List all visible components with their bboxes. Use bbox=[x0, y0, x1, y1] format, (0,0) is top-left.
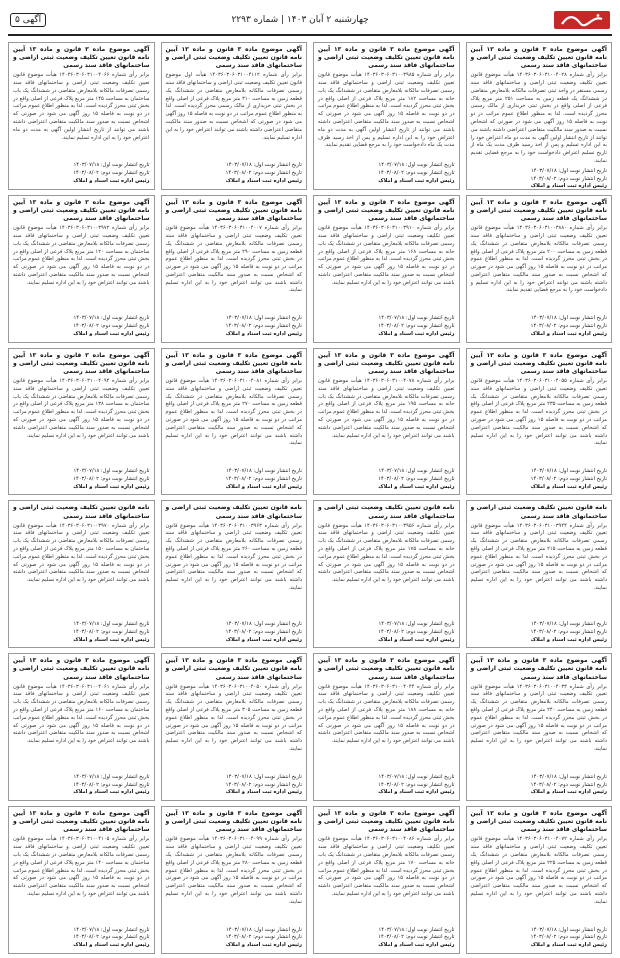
notice-title: آگهی موضوع ماده ۳ قانون و ماده ۱۳ آیین نامه قانون تعیین تکلیف وضعیت ثبتی اراضی و ساختمانهای فاقد سند رسمی bbox=[470, 198, 607, 223]
page-label: آگهی bbox=[22, 15, 42, 25]
notice-body: برابر رأی شماره ۱۴۰۳۶۰۳۰۶۰۳۱۰۰۴۰۸۶ هیأت موضوع قانون تعیین تکلیف وضعیت ثبتی اراضی و ساختمانهای فاقد سند رسمی تصرفات مالکانه بلامعارض متقاضی در ششدانگ یک باب خانه به مساحت ۱۷۰ متر مربع پلاک فرعی از اصلی واقع در بخش ثبتی محرز گردیده است. لذا به منظور اطلاع عموم مراتب در دو نوبت به فاصله ۱۵ روز آگهی می شود در صورتی که اشخاص نسبت به صدور سند مالکیت متقاضی اعتراضی داشته باشند می توانند اعتراض خود را به این اداره تسلیم نمایند. bbox=[318, 836, 455, 898]
notice-body: برابر رأی شماره ۱۴۰۳۶۰۳۰۶۰۳۱۰۰۴۰۹۴ هیأت موضوع قانون تعیین تکلیف وضعیت ثبتی اراضی و ساختمانهای فاقد سند رسمی تصرفات مالکانه بلامعارض متقاضی در ششدانگ یک باب ساختمان به مساحت ۱۳۸ متر مربع پلاک فرعی از اصلی واقع در بخش ثبتی محرز گردیده است. لذا به منظور اطلاع عموم مراتب در دو نوبت به فاصله ۱۵ روز آگهی می شود در صورتی که اشخاص نسبت به صدور سند مالکیت متقاضی اعتراضی داشته باشند می توانند اعتراض خود را به این اداره تسلیم نمایند. bbox=[13, 377, 150, 439]
notice-block bbox=[313, 195, 460, 343]
notice-body: برابر رأی شماره ۱۴۰۳۶۰۳۰۶۰۳۱۰۰۴۰۴۴ هیأت موضوع قانون تعیین تکلیف وضعیت ثبتی اراضی و ساختمانهای فاقد سند رسمی تصرفات مالکانه بلامعارض متقاضی در ششدانگ یک باب خانه به مساحت ۱۸۸ متر مربع پلاک فرعی از اصلی واقع در بخش ثبتی محرز گردیده است. لذا به منظور اطلاع عموم مراتب در دو نوبت به فاصله ۱۵ روز آگهی می شود در صورتی که اشخاص نسبت به صدور سند مالکیت متقاضی اعتراضی داشته باشند می توانند اعتراض خود را به این اداره تسلیم نمایند. bbox=[318, 683, 455, 745]
notice-signer: رئیس اداره ثبت اسناد و املاک bbox=[530, 789, 607, 796]
notice-signer: رئیس اداره ثبت اسناد و املاک bbox=[378, 178, 455, 185]
notice-title: آگهی موضوع ماده ۳ قانون و ماده ۱۳ آیین نامه قانون تعیین تکلیف وضعیت ثبتی اراضی و ساختمانهای فاقد سند رسمی bbox=[318, 657, 455, 681]
publication-date: تاریخ انتشار نوبت دوم: ۱۴۰۳/۰۸/۰۲ bbox=[225, 170, 302, 177]
notice-block bbox=[161, 195, 308, 343]
notice-block bbox=[466, 348, 613, 496]
notice-body: برابر رأی شماره ۱۴۰۳۶۰۳۰۶۰۳۱۰۰۳۹۷۲ هیأت موضوع قانون تعیین تکلیف وضعیت ثبتی اراضی و ساختمانهای فاقد سند رسمی تصرفات مالکانه بلامعارض متقاضی در ششدانگ یک باب ساختمان به مساحت ۱۲۰ متر مربع پلاک فرعی از اصلی واقع در بخش ثبتی محرز گردیده است. لذا به منظور اطلاع عموم مراتب در دو نوبت به فاصله ۱۵ روز آگهی می شود در صورتی که اشخاص نسبت به صدور سند مالکیت متقاضی اعتراضی داشته باشند می توانند اعتراض خود را به این اداره تسلیم نمایند. bbox=[13, 225, 150, 286]
publication-date: تاریخ انتشار نوبت دوم: ۱۴۰۳/۰۸/۰۲ bbox=[530, 175, 607, 182]
notice-dates bbox=[471, 168, 608, 184]
publication-date: تاریخ انتشار نوبت اول: ۱۴۰۳/۰۷/۱۸ bbox=[225, 620, 302, 627]
notice-block bbox=[466, 42, 613, 190]
notice-dates bbox=[166, 774, 303, 790]
notice-body: برابر رأی شماره ۱۴۰۳۶۰۳۰۶۰۳۱۰۰۴۱۱۲ هیأت اول موضوع قانون تعیین تکلیف وضعیت ثبتی اراضی و ساختمانهای فاقد سند رسمی تصرفات مالکانه بلامعارض متقاضی در ششدانگ یک قطعه زمین به مساحت ۳۱۰ متر مربع پلاک فرعی از اصلی واقع در بخش ثبتی خریداری از مالک رسمی محرز گردیده است. لذا به منظور اطلاع عموم مراتب در دو نوبت به فاصله ۱۵ روز آگهی می شود در صورتی که اشخاص نسبت به صدور سند مالکیت متقاضی اعتراضی داشته باشند می توانند اعتراض خود را به این اداره تسلیم نمایند. bbox=[165, 72, 302, 141]
publication-date: تاریخ انتشار نوبت دوم: ۱۴۰۳/۰۸/۰۲ bbox=[378, 475, 455, 482]
notice-body: برابر رأی شماره ۱۴۰۳۶۰۳۰۶۰۳۱۰۰۳۹۴۴ هیأت موضوع قانون تعیین تکلیف وضعیت ثبتی اراضی و ساختمانهای فاقد سند رسمی تصرفات مالکانه بلامعارض متقاضی در ششدانگ یک قطعه زمین به مساحت ۲۱۵ متر مربع پلاک فرعی از اصلی واقع در بخش ثبتی محرز گردیده است. لذا به منظور اطلاع عموم مراتب در دو نوبت به فاصله ۱۵ روز آگهی می شود در صورتی که اشخاص نسبت به صدور سند مالکیت متقاضی اعتراضی داشته باشند می توانند اعتراض خود را به این اداره تسلیم نمایند. bbox=[470, 522, 607, 592]
notice-block bbox=[313, 348, 460, 496]
notice-body: برابر رأی شماره ۱۴۰۳۶۰۳۰۶۰۳۱۰۰۴۰۷۸ هیأت موضوع قانون تعیین تکلیف وضعیت ثبتی اراضی و ساختمانهای فاقد سند رسمی تصرفات مالکانه بلامعارض متقاضی در ششدانگ یک باب خانه به مساحت ۱۹۵ متر مربع پلاک فرعی از اصلی واقع در بخش ثبتی محرز گردیده است. لذا به منظور اطلاع عموم مراتب در دو نوبت به فاصله ۱۵ روز آگهی می شود در صورتی که اشخاص نسبت به صدور سند مالکیت متقاضی اعتراضی داشته باشند می توانند اعتراض خود را به این اداره تسلیم نمایند. bbox=[318, 377, 455, 439]
notice-signer: رئیس اداره ثبت اسناد و املاک bbox=[530, 636, 607, 643]
notice-signer: رئیس اداره ثبت اسناد و املاک bbox=[73, 942, 150, 949]
publication-date: تاریخ انتشار نوبت دوم: ۱۴۰۳/۰۸/۰۲ bbox=[73, 475, 150, 482]
publication-date: تاریخ انتشار نوبت اول: ۱۴۰۳/۰۷/۱۸ bbox=[530, 468, 607, 475]
publication-date: تاریخ انتشار نوبت اول: ۱۴۰۳/۰۷/۱۸ bbox=[378, 773, 455, 780]
notice-body: برابر رأی شماره ۱۴۰۳۶۰۳۰۶۰۳۱۰۰۴۰۸۱ هیأت موضوع قانون تعیین تکلیف وضعیت ثبتی اراضی و ساختمانهای فاقد سند رسمی تصرفات مالکانه بلامعارض متقاضی در ششدانگ یک قطعه زمین به مساحت ۲۷۰ متر مربع پلاک فرعی از اصلی واقع در بخش ثبتی محرز گردیده است. لذا به منظور اطلاع عموم مراتب در دو نوبت به فاصله ۱۵ روز آگهی می شود در صورتی که اشخاص نسبت به صدور سند مالکیت متقاضی اعتراضی داشته باشند می توانند اعتراض خود را به این اداره تسلیم نمایند. bbox=[165, 377, 302, 447]
publication-date: تاریخ انتشار نوبت دوم: ۱۴۰۳/۰۸/۰۲ bbox=[225, 934, 302, 941]
notice-block bbox=[161, 42, 308, 190]
notice-dates bbox=[471, 315, 608, 331]
notice-body: برابر رأی شماره ۱۴۰۳۶۰۳۰۶۰۳۱۰۰۴۰۵۰ هیأت موضوع قانون تعیین تکلیف وضعیت ثبتی اراضی و ساختمانهای فاقد سند رسمی تصرفات مالکانه بلامعارض متقاضی در ششدانگ یک قطعه زمین به مساحت ۳۰۵ متر مربع پلاک فرعی از اصلی واقع در بخش ثبتی محرز گردیده است. لذا به منظور اطلاع عموم مراتب در دو نوبت به فاصله ۱۵ روز آگهی می شود در صورتی که اشخاص نسبت به صدور سند مالکیت متقاضی اعتراضی داشته باشند می توانند اعتراض خود را به این اداره تسلیم نمایند. bbox=[165, 683, 302, 752]
notice-signer: رئیس اداره ثبت اسناد و املاک bbox=[530, 183, 607, 190]
notice-title: آگهی موضوع ماده ۳ قانون و ماده ۱۳ آیین نامه قانون تعیین تکلیف وضعیت ثبتی اراضی و ساختمانهای فاقد سند رسمی bbox=[13, 810, 150, 834]
notice-signer: رئیس اداره ثبت اسناد و املاک bbox=[73, 178, 150, 185]
notice-title: آگهی موضوع ماده ۳ قانون و ماده ۱۳ آیین نامه قانون تعیین تکلیف وضعیت ثبتی اراضی و ساختمانهای فاقد سند رسمی bbox=[165, 657, 302, 681]
publication-date: تاریخ انتشار نوبت دوم: ۱۴۰۳/۰۸/۰۲ bbox=[530, 475, 607, 482]
notice-signer: رئیس اداره ثبت اسناد و املاک bbox=[378, 942, 455, 949]
notice-body: برابر رأی شماره ۱۴۰۳۶۰۳۰۶۰۳۱۰۰۳۹۶۳ هیأت موضوع قانون تعیین تکلیف وضعیت ثبتی اراضی و ساختمانهای فاقد سند رسمی تصرفات مالکانه بلامعارض متقاضی در ششدانگ یک قطعه زمین به مساحت ۲۶۰ متر مربع پلاک فرعی از اصلی واقع در بخش ثبتی محرز گردیده است. لذا به منظور اطلاع عموم مراتب در دو نوبت به فاصله ۱۵ روز آگهی می شود در صورتی که اشخاص نسبت به صدور سند مالکیت متقاضی اعتراضی داشته باشند می توانند اعتراض خود را به این اداره تسلیم نمایند. bbox=[165, 522, 302, 592]
notice-title: آگهی موضوع ماده ۳ قانون و ماده ۱۳ آیین نامه قانون تعیین تکلیف وضعیت ثبتی اراضی و ساختمانهای فاقد سند رسمی bbox=[165, 46, 302, 70]
notice-block bbox=[8, 348, 155, 496]
notice-dates bbox=[318, 468, 455, 484]
publication-date: تاریخ انتشار نوبت دوم: ۱۴۰۳/۰۸/۰۲ bbox=[530, 323, 607, 330]
notice-signer: رئیس اداره ثبت اسناد و املاک bbox=[73, 636, 150, 643]
notice-dates bbox=[318, 162, 455, 178]
notice-title: آگهی موضوع ماده ۳ قانون و ماده ۱۳ آیین نامه قانون تعیین تکلیف وضعیت ثبتی اراضی و ساختمانهای فاقد سند رسمی bbox=[318, 351, 455, 375]
notice-body: برابر رأی شماره ۱۴۰۳۶۰۳۰۶۰۳۱۰۰۳۹۵۶ هیأت موضوع قانون تعیین تکلیف وضعیت ثبتی اراضی و ساختمانهای فاقد سند رسمی تصرفات مالکانه بلامعارض متقاضی در ششدانگ یک باب خانه به مساحت ۱۷۵ متر مربع پلاک فرعی از اصلی واقع در بخش ثبتی محرز گردیده است. لذا به منظور اطلاع عموم مراتب در دو نوبت به فاصله ۱۵ روز آگهی می شود در صورتی که اشخاص نسبت به صدور سند مالکیت متقاضی اعتراضی داشته باشند می توانند اعتراض خود را به این اداره تسلیم نمایند. bbox=[318, 522, 455, 584]
publication-date: تاریخ انتشار نوبت اول: ۱۴۰۳/۰۷/۱۸ bbox=[378, 162, 455, 169]
publication-date: تاریخ انتشار نوبت دوم: ۱۴۰۳/۰۸/۰۲ bbox=[225, 323, 302, 330]
publication-date: تاریخ انتشار نوبت اول: ۱۴۰۳/۰۷/۱۸ bbox=[530, 315, 607, 322]
notice-block bbox=[8, 806, 155, 954]
publication-date: تاریخ انتشار نوبت اول: ۱۴۰۳/۰۷/۱۸ bbox=[378, 620, 455, 627]
notice-signer: رئیس اداره ثبت اسناد و املاک bbox=[73, 789, 150, 796]
notice-body: برابر رأی شماره ۱۴۰۳۶۰۳۰۶۰۳۱۰۰۴۰۵۵ هیأت موضوع قانون تعیین تکلیف وضعیت ثبتی اراضی و ساختمانهای فاقد سند رسمی تصرفات مالکانه بلامعارض متقاضی در ششدانگ یک قطعه زمین به مساحت ۲۳۵ متر مربع پلاک فرعی از اصلی واقع در بخش ثبتی محرز گردیده است. لذا به منظور اطلاع عموم مراتب در دو نوبت به فاصله ۱۵ روز آگهی می شود در صورتی که اشخاص نسبت به صدور سند مالکیت متقاضی اعتراضی داشته باشند می توانند اعتراض خود را به این اداره تسلیم نمایند. bbox=[470, 377, 607, 447]
publication-date: تاریخ انتشار نوبت اول: ۱۴۰۳/۰۷/۱۸ bbox=[530, 926, 607, 933]
notice-block bbox=[466, 500, 613, 648]
notice-body: برابر رأی شماره ۱۴۰۳۶۰۳۰۶۰۳۱۰۰۳۹۱۰ هیأت موضوع قانون تعیین تکلیف وضعیت ثبتی اراضی و ساختمانهای فاقد سند رسمی تصرفات مالکانه بلامعارض متقاضی در ششدانگ یک باب خانه به مساحت ۱۶۸ متر مربع پلاک فرعی از اصلی واقع در بخش ثبتی محرز گردیده است. لذا به منظور اطلاع عموم مراتب در دو نوبت به فاصله ۱۵ روز آگهی می شود در صورتی که اشخاص نسبت به صدور سند مالکیت متقاضی اعتراضی داشته باشند می توانند اعتراض خود را به این اداره تسلیم نمایند. bbox=[318, 225, 455, 286]
notice-body: برابر رأی شماره ۱۴۰۳۶۰۳۰۶۰۳۱۰۰۳۹۸۵ هیأت موضوع قانون تعیین تکلیف وضعیت ثبتی اراضی و ساختمانهای فاقد سند رسمی تصرفات مالکانه بلامعارض متقاضی در ششدانگ یک باب خانه به مساحت ۱۸۲ متر مربع پلاک فرعی از اصلی واقع در بخش ثبتی محرز گردیده است. لذا به منظور اطلاع عموم مراتب در دو نوبت به فاصله ۱۵ روز آگهی می شود در صورتی که اشخاص نسبت به صدور سند مالکیت متقاضی اعتراضی داشته باشند می توانند از تاریخ انتشار اولین آگهی به مدت دو ماه اعتراض خود را به این اداره تسلیم و پس از اخذ رسید ظرف مدت یک ماه دادخواست خود را به مرجع قضایی تقدیم نمایند. bbox=[318, 72, 455, 149]
notice-signer: رئیس اداره ثبت اسناد و املاک bbox=[225, 636, 302, 643]
notice-title: آگهی موضوع ماده ۳ قانون و ماده ۱۳ آیین نامه قانون تعیین تکلیف وضعیت ثبتی اراضی و ساختمانهای فاقد سند رسمی bbox=[470, 810, 607, 834]
notice-block bbox=[161, 653, 308, 801]
publication-date: تاریخ انتشار نوبت اول: ۱۴۰۳/۰۷/۱۸ bbox=[73, 162, 150, 169]
notice-dates bbox=[166, 927, 303, 943]
page-header bbox=[8, 6, 612, 36]
notice-signer: رئیس اداره ثبت اسناد و املاک bbox=[73, 483, 150, 490]
publication-date: تاریخ انتشار نوبت اول: ۱۴۰۳/۰۷/۱۸ bbox=[73, 773, 150, 780]
publication-date: تاریخ انتشار نوبت دوم: ۱۴۰۳/۰۸/۰۲ bbox=[225, 475, 302, 482]
notice-block bbox=[313, 500, 460, 648]
notice-title: آگهی موضوع ماده ۳ قانون و ماده ۱۳ آیین نامه قانون تعیین تکلیف وضعیت ثبتی اراضی و ساختمانهای فاقد سند رسمی bbox=[318, 46, 455, 70]
publication-date: تاریخ انتشار نوبت دوم: ۱۴۰۳/۰۸/۰۲ bbox=[378, 934, 455, 941]
publication-date: تاریخ انتشار نوبت دوم: ۱۴۰۳/۰۸/۰۲ bbox=[225, 781, 302, 788]
notice-title: نامه قانون تعیین تکلیف وضعیت ثبتی اراضی و ساختمانهای فاقد سند رسمی bbox=[318, 504, 455, 520]
notice-dates bbox=[318, 774, 455, 790]
notice-dates bbox=[166, 621, 303, 637]
notice-title: نامه قانون تعیین تکلیف وضعیت ثبتی اراضی و ساختمانهای فاقد سند رسمی bbox=[470, 504, 607, 520]
notice-signer: رئیس اداره ثبت اسناد و املاک bbox=[530, 483, 607, 490]
notice-title: آگهی موضوع ماده ۳ قانون و ماده ۱۳ آیین نامه قانون تعیین تکلیف وضعیت ثبتی اراضی و ساختمانهای فاقد سند رسمی bbox=[318, 198, 455, 223]
notice-dates bbox=[471, 621, 608, 637]
notice-block bbox=[313, 806, 460, 954]
notice-dates bbox=[471, 927, 608, 943]
notice-title: آگهی موضوع ماده ۳ قانون و ماده ۱۳ آیین نامه قانون تعیین تکلیف وضعیت ثبتی اراضی و ساختمانهای فاقد سند رسمی bbox=[13, 198, 150, 223]
issue-info: چهارشنبه ۲ آبان ۱۴۰۳ | شماره ۲۲۹۳ bbox=[231, 15, 369, 25]
publication-date: تاریخ انتشار نوبت اول: ۱۴۰۳/۰۷/۱۸ bbox=[73, 620, 150, 627]
notice-dates bbox=[13, 621, 150, 637]
publication-date: تاریخ انتشار نوبت اول: ۱۴۰۳/۰۷/۱۸ bbox=[378, 468, 455, 475]
notice-signer: رئیس اداره ثبت اسناد و املاک bbox=[225, 483, 302, 490]
publication-date: تاریخ انتشار نوبت دوم: ۱۴۰۳/۰۸/۰۲ bbox=[225, 628, 302, 635]
publication-date: تاریخ انتشار نوبت اول: ۱۴۰۳/۰۷/۱۸ bbox=[225, 773, 302, 780]
masthead bbox=[554, 9, 610, 31]
notice-signer: رئیس اداره ثبت اسناد و املاک bbox=[378, 789, 455, 796]
publication-date: تاریخ انتشار نوبت اول: ۱۴۰۳/۰۷/۱۸ bbox=[530, 620, 607, 627]
publication-date: تاریخ انتشار نوبت اول: ۱۴۰۳/۰۷/۱۸ bbox=[225, 315, 302, 322]
notice-dates bbox=[13, 774, 150, 790]
notice-dates bbox=[318, 315, 455, 331]
notice-body: برابر رأی شماره ۱۴۰۳۶۰۳۰۶۰۳۱۰۰۴۰۶۱ هیأت موضوع قانون تعیین تکلیف وضعیت ثبتی اراضی و ساختمانهای فاقد سند رسمی تصرفات مالکانه بلامعارض متقاضی در ششدانگ یک باب ساختمان به مساحت ۱۶۰ متر مربع پلاک فرعی از اصلی واقع در بخش ثبتی محرز گردیده است. لذا به منظور اطلاع عموم مراتب در دو نوبت به فاصله ۱۵ روز آگهی می شود در صورتی که اشخاص نسبت به صدور سند مالکیت متقاضی اعتراضی داشته باشند می توانند اعتراض خود را به این اداره تسلیم نمایند. bbox=[13, 683, 150, 745]
publication-date: تاریخ انتشار نوبت دوم: ۱۴۰۳/۰۸/۰۲ bbox=[73, 323, 150, 330]
notice-title: آگهی موضوع ماده ۳ قانون و ماده ۱۳ آیین نامه قانون تعیین تکلیف وضعیت ثبتی اراضی و ساختمانهای فاقد سند رسمی bbox=[165, 810, 302, 834]
notice-block bbox=[466, 806, 613, 954]
publication-date: تاریخ انتشار نوبت دوم: ۱۴۰۳/۰۸/۰۲ bbox=[73, 628, 150, 635]
publication-date: تاریخ انتشار نوبت اول: ۱۴۰۳/۰۷/۱۸ bbox=[73, 468, 150, 475]
notice-signer: رئیس اداره ثبت اسناد و املاک bbox=[225, 789, 302, 796]
logo-icon bbox=[554, 9, 610, 31]
notice-title: آگهی موضوع ماده ۳ قانون و ماده ۱۳ آیین نامه قانون تعیین تکلیف وضعیت ثبتی اراضی و ساختمانهای فاقد سند رسمی bbox=[165, 198, 302, 223]
notice-title: نامه قانون تعیین تکلیف وضعیت ثبتی اراضی و ساختمانهای فاقد سند رسمی bbox=[13, 504, 150, 520]
notice-block bbox=[8, 500, 155, 648]
publication-date: تاریخ انتشار نوبت دوم: ۱۴۰۳/۰۸/۰۲ bbox=[73, 934, 150, 941]
notice-signer: رئیس اداره ثبت اسناد و املاک bbox=[73, 330, 150, 337]
notice-signer: رئیس اداره ثبت اسناد و املاک bbox=[225, 178, 302, 185]
notice-title: نامه قانون تعیین تکلیف وضعیت ثبتی اراضی و ساختمانهای فاقد سند رسمی bbox=[165, 504, 302, 520]
notice-dates bbox=[318, 621, 455, 637]
publication-date: تاریخ انتشار نوبت اول: ۱۴۰۳/۰۷/۱۸ bbox=[225, 162, 302, 169]
notice-title: آگهی موضوع ماده ۳ قانون و ماده ۱۳ آیین نامه قانون تعیین تکلیف وضعیت ثبتی اراضی و ساختمانهای فاقد سند رسمی bbox=[470, 46, 607, 70]
notice-signer: رئیس اداره ثبت اسناد و املاک bbox=[378, 636, 455, 643]
publication-date: تاریخ انتشار نوبت دوم: ۱۴۰۳/۰۸/۰۲ bbox=[73, 781, 150, 788]
notice-title: آگهی موضوع ماده ۳ قانون و ماده ۱۳ آیین نامه قانون تعیین تکلیف وضعیت ثبتی اراضی و ساختمانهای فاقد سند رسمی bbox=[470, 657, 607, 681]
publication-date: تاریخ انتشار نوبت دوم: ۱۴۰۳/۰۸/۰۲ bbox=[73, 170, 150, 177]
notice-dates bbox=[318, 927, 455, 943]
notice-title: آگهی موضوع ماده ۳ قانون و ماده ۱۳ آیین نامه قانون تعیین تکلیف وضعیت ثبتی اراضی و ساختمانهای فاقد سند رسمی bbox=[13, 46, 150, 70]
notice-dates bbox=[471, 774, 608, 790]
newspaper-logo bbox=[554, 9, 610, 31]
notice-title: آگهی موضوع ماده ۳ قانون و ماده ۱۳ آیین نامه قانون تعیین تکلیف وضعیت ثبتی اراضی و ساختمانهای فاقد سند رسمی bbox=[318, 810, 455, 834]
notice-dates bbox=[13, 468, 150, 484]
notice-signer: رئیس اداره ثبت اسناد و املاک bbox=[530, 942, 607, 949]
notice-title: آگهی موضوع ماده ۳ قانون و ماده ۱۳ آیین نامه قانون تعیین تکلیف وضعیت ثبتی اراضی و ساختمانهای فاقد سند رسمی bbox=[165, 351, 302, 375]
notice-block bbox=[161, 500, 308, 648]
notice-signer: رئیس اداره ثبت اسناد و املاک bbox=[530, 330, 607, 337]
publication-date: تاریخ انتشار نوبت دوم: ۱۴۰۳/۰۸/۰۲ bbox=[530, 628, 607, 635]
notice-body: برابر رأی شماره ۱۴۰۳۶۰۳۰۶۰۳۱۰۰۴۰۷۲ هیأت موضوع قانون تعیین تکلیف وضعیت ثبتی اراضی و ساختمانهای فاقد سند رسمی تصرفات مالکانه بلامعارض متقاضی در ششدانگ یک قطعه زمین به مساحت ۲۲۵ متر مربع پلاک فرعی از اصلی واقع در بخش ثبتی محرز گردیده است. لذا به منظور اطلاع عموم مراتب در دو نوبت به فاصله ۱۵ روز آگهی می شود در صورتی که اشخاص نسبت به صدور سند مالکیت متقاضی اعتراضی داشته باشند می توانند اعتراض خود را به این اداره تسلیم نمایند. bbox=[470, 836, 607, 905]
notice-block bbox=[8, 653, 155, 801]
publication-date: تاریخ انتشار نوبت اول: ۱۴۰۳/۰۷/۱۸ bbox=[378, 315, 455, 322]
notice-dates bbox=[13, 315, 150, 331]
notice-block bbox=[466, 195, 613, 343]
notice-dates bbox=[13, 162, 150, 178]
page-number-value: ۵ bbox=[15, 15, 20, 25]
publication-date: تاریخ انتشار نوبت اول: ۱۴۰۳/۰۷/۱۸ bbox=[73, 926, 150, 933]
publication-date: تاریخ انتشار نوبت اول: ۱۴۰۳/۰۷/۱۸ bbox=[530, 773, 607, 780]
notice-body: برابر رأی شماره ۱۴۰۳۶۰۳۰۶۰۳۱۰۰۴۰۲۸ هیأت موضوع قانون تعیین تکلیف وضعیت ثبتی اراضی و ساختمانهای فاقد سند رسمی مستقر در واحد ثبتی تصرفات مالکانه بلامعارض متقاضی در ششدانگ یک قطعه زمین به مساحت ۲۵۱ متر مربع پلاک فرعی از اصلی واقع در بخش ثبتی خریداری از مالک رسمی محرز گردیده است. لذا به منظور اطلاع عموم مراتب در دو نوبت به فاصله ۱۵ روز آگهی می شود در صورتی که اشخاص نسبت به صدور سند مالکیت متقاضی اعتراضی داشته باشند می توانند از تاریخ انتشار اولین آگهی به مدت دو ماه اعتراض خود را به این اداره تسلیم و پس از اخذ رسید ظرف مدت یک ماه از تاریخ تسلیم اعتراض دادخواست خود را به مرجع قضایی تقدیم نمایند. bbox=[470, 72, 608, 165]
notice-block bbox=[8, 42, 155, 190]
publication-date: تاریخ انتشار نوبت دوم: ۱۴۰۳/۰۸/۰۲ bbox=[530, 934, 607, 941]
notice-block bbox=[313, 42, 460, 190]
notice-block bbox=[161, 348, 308, 496]
notice-title: آگهی موضوع ماده ۳ قانون و ماده ۱۳ آیین نامه قانون تعیین تکلیف وضعیت ثبتی اراضی و ساختمانهای فاقد سند رسمی bbox=[470, 351, 607, 375]
publication-date: تاریخ انتشار نوبت اول: ۱۴۰۳/۰۷/۱۸ bbox=[225, 468, 302, 475]
publication-date: تاریخ انتشار نوبت اول: ۱۴۰۳/۰۷/۱۸ bbox=[73, 315, 150, 322]
notice-block bbox=[313, 653, 460, 801]
publication-date: تاریخ انتشار نوبت دوم: ۱۴۰۳/۰۸/۰۲ bbox=[378, 170, 455, 177]
publication-date: تاریخ انتشار نوبت اول: ۱۴۰۳/۰۷/۱۸ bbox=[530, 167, 607, 174]
publication-date: تاریخ انتشار نوبت اول: ۱۴۰۳/۰۷/۱۸ bbox=[225, 926, 302, 933]
notice-title: آگهی موضوع ماده ۳ قانون و ماده ۱۳ آیین نامه قانون تعیین تکلیف وضعیت ثبتی اراضی و ساختمانهای فاقد سند رسمی bbox=[13, 351, 150, 375]
publication-date: تاریخ انتشار نوبت دوم: ۱۴۰۳/۰۸/۰۲ bbox=[378, 323, 455, 330]
notice-body: برابر رأی شماره ۱۴۰۳۶۰۳۰۶۰۳۱۰۰۴۰۶۶ هیأت موضوع قانون تعیین تکلیف وضعیت ثبتی اراضی و ساختمانهای فاقد سند رسمی تصرفات مالکانه بلامعارض متقاضی در ششدانگ یک باب ساختمان به مساحت ۱۴۵ متر مربع پلاک فرعی از اصلی واقع در بخش ثبتی محرز گردیده است. لذا به منظور اطلاع عموم مراتب در دو نوبت به فاصله ۱۵ روز آگهی می شود در صورتی که اشخاص نسبت به صدور سند مالکیت متقاضی اعتراضی داشته باشند می توانند از تاریخ انتشار اولین آگهی به مدت دو ماه اعتراض خود را به این اداره تسلیم نمایند. bbox=[13, 72, 150, 141]
notice-signer: رئیس اداره ثبت اسناد و املاک bbox=[225, 942, 302, 949]
notice-body: برابر رأی شماره ۱۴۰۳۶۰۳۰۶۰۳۱۰۰۴۱۰۵ هیأت موضوع قانون تعیین تکلیف وضعیت ثبتی اراضی و ساختمانهای فاقد سند رسمی تصرفات مالکانه بلامعارض متقاضی در ششدانگ یک باب ساختمان به مساحت ۱۴۰ متر مربع پلاک فرعی از اصلی واقع در بخش ثبتی محرز گردیده است. لذا به منظور اطلاع عموم مراتب در دو نوبت به فاصله ۱۵ روز آگهی می شود در صورتی که اشخاص نسبت به صدور سند مالکیت متقاضی اعتراضی داشته باشند می توانند اعتراض خود را به این اداره تسلیم نمایند. bbox=[13, 836, 150, 898]
notice-block bbox=[466, 653, 613, 801]
publication-date: تاریخ انتشار نوبت دوم: ۱۴۰۳/۰۸/۰۲ bbox=[378, 781, 455, 788]
ads-grid bbox=[8, 42, 612, 954]
notice-signer: رئیس اداره ثبت اسناد و املاک bbox=[225, 330, 302, 337]
notice-dates bbox=[166, 315, 303, 331]
notice-dates bbox=[471, 468, 608, 484]
notice-signer: رئیس اداره ثبت اسناد و املاک bbox=[378, 330, 455, 337]
notice-dates bbox=[166, 468, 303, 484]
notice-block bbox=[8, 195, 155, 343]
notice-body: برابر رأی شماره ۱۴۰۳۶۰۳۰۶۰۳۱۰۰۴۰۰۷ هیأت موضوع قانون تعیین تکلیف وضعیت ثبتی اراضی و ساختمانهای فاقد سند رسمی تصرفات مالکانه بلامعارض متقاضی در ششدانگ یک قطعه زمین به مساحت ۲۹۰ متر مربع پلاک فرعی از اصلی واقع در بخش ثبتی محرز گردیده است. لذا به منظور اطلاع عموم مراتب در دو نوبت به فاصله ۱۵ روز آگهی می شود در صورتی که اشخاص نسبت به صدور سند مالکیت متقاضی اعتراضی داشته باشند می توانند اعتراض خود را به این اداره تسلیم نمایند. bbox=[165, 225, 302, 294]
page-indicator bbox=[10, 13, 46, 27]
publication-date: تاریخ انتشار نوبت دوم: ۱۴۰۳/۰۸/۰۲ bbox=[378, 628, 455, 635]
notice-signer: رئیس اداره ثبت اسناد و املاک bbox=[378, 483, 455, 490]
notice-body: برابر رأی شماره ۱۴۰۳۶۰۳۰۶۰۳۱۰۰۴۰۹۹ هیأت موضوع قانون تعیین تکلیف وضعیت ثبتی اراضی و ساختمانهای فاقد سند رسمی تصرفات مالکانه بلامعارض متقاضی در ششدانگ یک قطعه زمین به مساحت ۲۸۰ متر مربع پلاک فرعی از اصلی واقع در بخش ثبتی محرز گردیده است. لذا به منظور اطلاع عموم مراتب در دو نوبت به فاصله ۱۵ روز آگهی می شود در صورتی که اشخاص نسبت به صدور سند مالکیت متقاضی اعتراضی داشته باشند می توانند اعتراض خود را به این اداره تسلیم نمایند. bbox=[165, 836, 302, 905]
notice-title: آگهی موضوع ماده ۳ قانون و ماده ۱۳ آیین نامه قانون تعیین تکلیف وضعیت ثبتی اراضی و ساختمانهای فاقد سند رسمی bbox=[13, 657, 150, 681]
notice-dates bbox=[13, 927, 150, 943]
publication-date: تاریخ انتشار نوبت اول: ۱۴۰۳/۰۷/۱۸ bbox=[378, 926, 455, 933]
notice-body: برابر رأی شماره ۱۴۰۳۶۰۳۰۶۰۳۱۰۰۴۰۳۳ هیأت موضوع قانون تعیین تکلیف وضعیت ثبتی اراضی و ساختمانهای فاقد سند رسمی تصرفات مالکانه بلامعارض متقاضی در ششدانگ یک قطعه زمین به مساحت ۲۴۰ متر مربع پلاک فرعی از اصلی واقع در بخش ثبتی محرز گردیده است. لذا به منظور اطلاع عموم مراتب در دو نوبت به فاصله ۱۵ روز آگهی می شود در صورتی که اشخاص نسبت به صدور سند مالکیت متقاضی اعتراضی داشته باشند می توانند اعتراض خود را به این اداره تسلیم نمایند. bbox=[470, 683, 607, 752]
notice-body: برابر رأی شماره ۱۴۰۳۶۰۳۰۶۰۳۱۰۰۳۸۸۰ هیأت موضوع قانون تعیین تکلیف وضعیت ثبتی اراضی و ساختمانهای فاقد سند رسمی تصرفات مالکانه بلامعارض متقاضی در ششدانگ یک قطعه زمین به مساحت ۲۰۰ متر مربع پلاک فرعی از اصلی واقع در بخش ثبتی محرز گردیده است. لذا به منظور اطلاع عموم مراتب در دو نوبت به فاصله ۱۵ روز آگهی می شود در صورتی که اشخاص نسبت به صدور سند مالکیت متقاضی اعتراضی داشته باشند می توانند اعتراض خود را به این اداره تسلیم و دادخواست خود را به مرجع قضایی تقدیم نمایند. bbox=[470, 225, 607, 294]
page-number bbox=[10, 13, 46, 27]
notice-dates bbox=[166, 162, 303, 178]
notice-block bbox=[161, 806, 308, 954]
notice-body: برابر رأی شماره ۱۴۰۳۶۰۳۰۶۰۳۱۰۰۳۹۷۰ هیأت موضوع قانون تعیین تکلیف وضعیت ثبتی اراضی و ساختمانهای فاقد سند رسمی تصرفات مالکانه بلامعارض متقاضی در ششدانگ یک باب ساختمان به مساحت ۱۵۰ متر مربع پلاک فرعی از اصلی واقع در بخش ثبتی محرز گردیده است. لذا به منظور اطلاع عموم مراتب در دو نوبت به فاصله ۱۵ روز آگهی می شود در صورتی که اشخاص نسبت به صدور سند مالکیت متقاضی اعتراضی داشته باشند می توانند اعتراض خود را به این اداره تسلیم نمایند. bbox=[13, 522, 150, 584]
publication-date: تاریخ انتشار نوبت دوم: ۱۴۰۳/۰۸/۰۲ bbox=[530, 781, 607, 788]
